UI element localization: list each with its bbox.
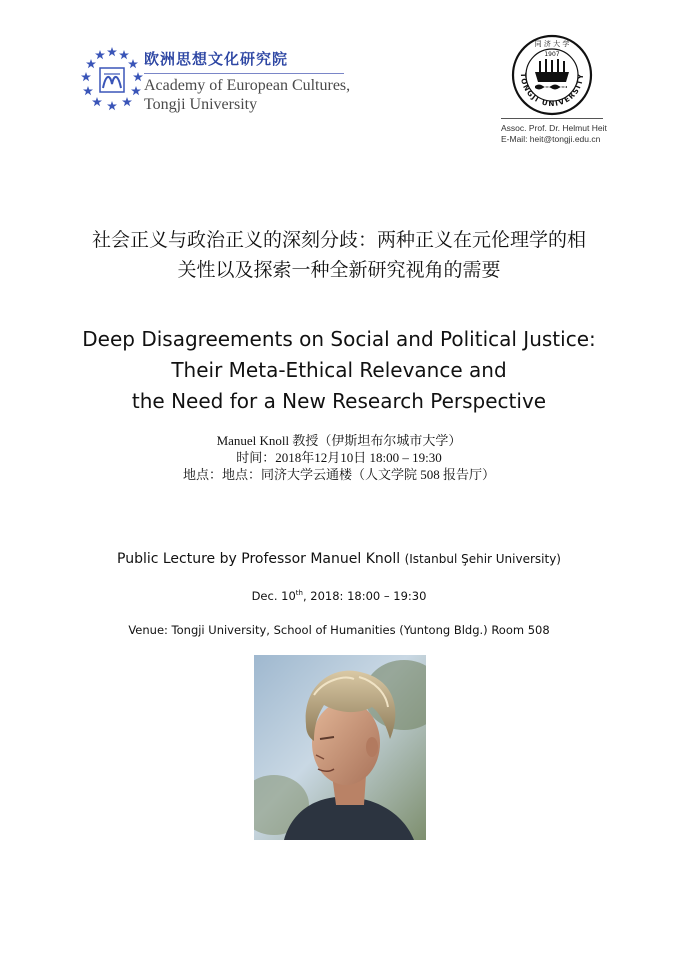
title-cn-line2: 关性以及探索一种全新研究视角的需要: [177, 259, 501, 281]
title-chinese: [40, 225, 638, 285]
title-en-line1: Deep Disagreements on Social and Political Justice:: [82, 327, 596, 351]
academy-name-en-line2: Tongji University: [144, 96, 258, 113]
title-english: [40, 324, 638, 417]
contact-email[interactable]: E-Mail: heit@tongji.edu.cn: [501, 134, 601, 144]
time-cn: 时间：2018年12月10日 18:00 – 19:30: [236, 450, 442, 465]
date-prefix: Dec. 10: [251, 589, 296, 603]
event-venue: Venue: Tongji University, School of Humanities (Yuntong Bldg.) Room 508: [128, 623, 550, 637]
lecture-announcement: [20, 551, 658, 567]
place-cn: 地点：地点：同济大学云通楼（人文学院 508 报告厅）: [182, 467, 495, 482]
event-date: [40, 589, 638, 603]
speaker-cn: Manuel Knoll 教授（伊斯坦布尔城市大学）: [216, 433, 462, 448]
contact-name: Assoc. Prof. Dr. Helmut Heit: [501, 123, 607, 133]
academy-name-en-line1: Academy of European Cultures,: [144, 77, 351, 94]
speaker-affiliation: (Istanbul Şehir University): [404, 552, 561, 566]
seal-year-text: 1907: [544, 51, 560, 58]
academy-name: [144, 48, 364, 114]
info-chinese: [40, 432, 638, 483]
date-time: , 2018: 18:00 – 19:30: [302, 589, 427, 603]
lecture-title: Public Lecture by Professor Manuel Knoll: [117, 551, 401, 567]
speaker-photo: [254, 655, 426, 840]
date-suffix-sup: th: [295, 589, 303, 598]
title-cn-line1: 社会正义与政治正义的深刻分歧：两种正义在元伦理学的相: [91, 229, 586, 251]
academy-divider: [144, 73, 344, 74]
contact-divider: [501, 118, 603, 119]
contact-block: [501, 123, 607, 145]
title-en-line2: Their Meta-Ethical Relevance and: [171, 358, 507, 382]
title-en-line3: the Need for a New Research Perspective: [131, 389, 547, 413]
academy-logo-icon: [78, 44, 148, 114]
seal-arc-text: TONGJI UNIVERSITY: [518, 72, 586, 109]
tongji-seal-icon: [511, 34, 593, 116]
seal-cn-text: 同 济 大 学: [534, 40, 570, 48]
academy-name-cn: 欧洲思想文化研究院: [144, 50, 289, 68]
